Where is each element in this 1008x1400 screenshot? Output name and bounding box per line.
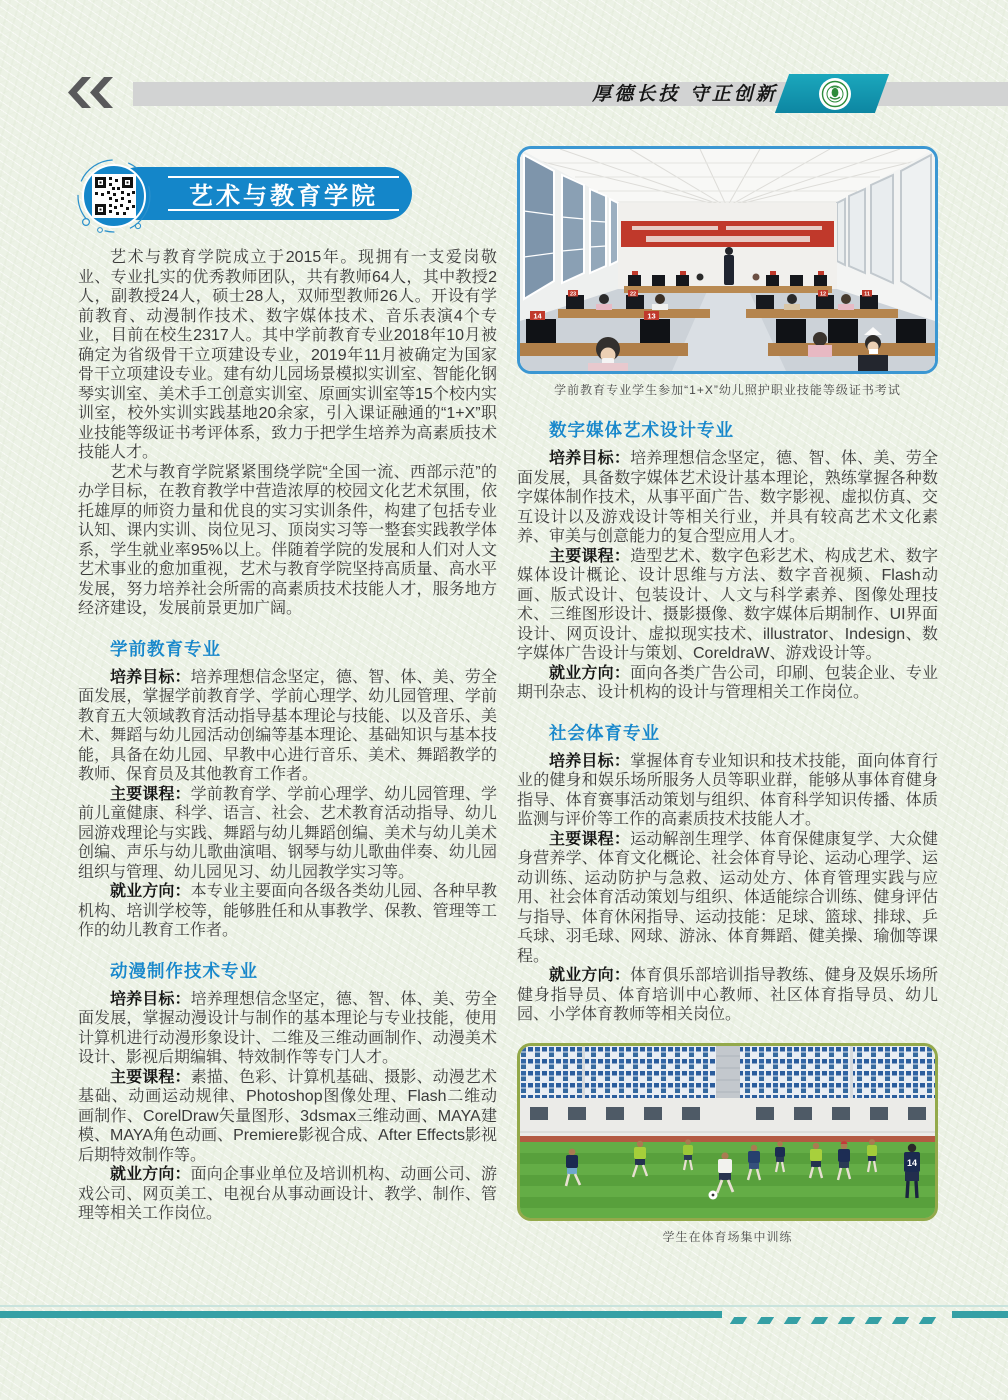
goal-paragraph: 培养目标：掌握体育专业知识和技术技能，面向体育行业的健身和娱乐场所服务人员等职业群，能够从事体育健身指导、体育赛事活动策划与组织、体育科学知识传播、体质监测与评价等工作的高素质技术技能人才。 [517,752,938,828]
svg-text:13: 13 [647,311,656,321]
career-paragraph: 就业方向：面向各类广告公司，印刷、包装企业、专业期刊杂志、设计机构的设计与管理相关工作岗位。 [517,664,938,701]
classroom-photo [517,146,938,374]
qr-code-badge [76,158,152,234]
svg-text:11: 11 [864,291,870,298]
major-title: 学前教育专业 [110,638,221,659]
school-motto: 厚德长技 守正创新 [592,83,778,105]
major-title: 数字媒体艺术设计专业 [549,420,734,440]
major-section-digital-media [517,417,938,703]
back-chevrons-icon [68,77,124,108]
major-section-animation [78,958,497,1224]
career-paragraph: 就业方向：面向企事业单位及培训机构、动画公司、游戏公司、网页美工、电视台从事动画设计、教学、制作、管理等相关工作岗位。 [78,1166,497,1222]
svg-text:14: 14 [533,311,542,321]
major-title: 社会体育专业 [549,722,660,743]
major-title: 动漫制作技术专业 [110,960,258,981]
bottom-rule [0,1311,722,1318]
major-section-preschool [78,636,497,941]
goal-paragraph: 培养目标：培养理想信念坚定，德、智、体、美、劳全面发展，具备数字媒体艺术设计基本理论，熟练掌握各种数字媒体制作技术，从事平面广告、数字影视、虚拟仿真、交互设计以及游戏设计等相关行业，并具有较高艺术文化素养、审美与创意能力的复合型应用人才。 [517,450,938,545]
courses-paragraph: 主要课程：学前教育学、学前心理学、幼儿园管理、学前儿童健康、科学、语言、社会、艺术教育活动指导、幼儿园游戏理论与实践、舞蹈与幼儿舞蹈创编、美术与幼儿美术创编、声乐与幼儿歌曲演唱、钢琴与幼儿歌曲伴奏、幼儿园组织与管理、幼儿园见习、幼儿园教学实习等。 [78,785,497,881]
courses-paragraph: 主要课程：运动解剖生理学、体育保健康复学、大众健身营养学、体育文化概论、社会体育导论、运动心理学、运动训练、运动防护与急救、运动处方、体育管理实践与应用、社会体育活动策划与组织、体适能综合训练、健身评估与指导、体育休闲指导、运动技能：足球、篮球、排球、乒乓球、羽毛球、网球、游泳、体育舞蹈、健美操、瑜伽等课程。 [517,830,938,965]
school-logo-icon [818,77,852,111]
photo-caption-bottom: 学生在体育场集中训练 [662,1229,793,1244]
goal-paragraph: 培养目标：培养理想信念坚定，德、智、体、美、劳全面发展，掌握动漫设计与制作的基本理论与专业技能，使用计算机进行动漫形象设计、二维及三维动画制作、动漫美术设计、影视后期编辑、特效制作等专门人才。 [78,990,497,1066]
photo-caption-top: 学前教育专业学生参加“1+X”幼儿照护职业技能等级证书考试 [554,383,901,397]
svg-text:23: 23 [569,291,577,298]
courses-paragraph: 主要课程：素描、色彩、计算机基础、摄影、动漫艺术基础、动画运动规律、Photoshop图像处理、Flash二维动画制作、CorelDraw矢量图形、3dsmax三维动画、MAYA建模、MAYA角色动画、Premiere影视合成、After Effects影视后期特效制作等。 [78,1068,497,1164]
intro-paragraph-1: 艺术与教育学院成立于2015年。现拥有一支爱岗敬业、专业扎实的优秀教师团队，共有教师64人，其中教授2人，副教授24人，硕士28人，双师型教师26人。开设有学前教育、动漫制作技术、数字媒体技术、音乐表演4个专业，目前在校生2317人。其中学前教育专业2018年10月被确定为省级骨干立项建设专业，2019年11月被确定为国家骨干立项建设专业。建有幼儿园场景模拟实训室、智能化钢琴实训室、美术手工创意实训室、原画实训室等15个校内实训室，校外实训实践基地20余家，引入课证融通的“1+X”职业技能等级证书考评体系，致力于把学生培养为高素质技术技能人才。 [78,249,497,461]
college-banner [112,167,412,220]
major-section-social-sports [517,720,938,1025]
svg-text:12: 12 [819,291,827,298]
svg-text:14: 14 [906,1157,918,1168]
svg-text:22: 22 [629,291,637,298]
goal-paragraph: 培养目标：培养理想信念坚定，德、智、体、美、劳全面发展，掌握学前教育学、学前心理学、幼儿园管理、学前教育五大领域教育活动指导基本理论与技能、以及音乐、美术、舞蹈与幼儿园活动创编等基本理论、基础知识与基本技能，具备在幼儿园、早教中心进行音乐、美术、舞蹈教学的教师、保育员及其他教育工作者。 [78,668,497,783]
bottom-rule-dashes [732,1311,952,1318]
left-column [78,248,497,1224]
courses-paragraph: 主要课程：造型艺术、数字色彩艺术、构成艺术、数字媒体设计概论、设计思维与方法、数字音视频、Flash动画、版式设计、包装设计、人文与科学素养、图像处理技术、三维图形设计、摄影摄像、数字媒体后期制作、UI界面设计、网页设计、虚拟现实技术、illustrator、Indesign、数字媒体广告设计与策划、CoreldraW、游戏设计等。 [517,547,938,662]
career-paragraph: 就业方向：本专业主要面向各级各类幼儿园、各种早教机构、培训学校等，能够胜任和从事教学、保教、管理等工作的幼儿教育工作者。 [78,883,497,939]
bottom-rule-light [0,1305,1008,1307]
college-title: 艺术与教育学院 [189,183,378,210]
bottom-rule-end [952,1311,1008,1318]
qr-code-icon [76,158,152,234]
soccer-photo [517,1043,938,1221]
intro-paragraph-2: 艺术与教育学院紧紧围绕学院“全国一流、西部示范”的办学目标，在教育教学中营造浓厚的校园文化艺术氛围，依托雄厚的师资力量和优良的实习实训条件，构建了包括专业认知、课内实训、岗位见习、顶岗实习等一整套实践教学体系，学生就业率95%以上。伴随着学院的发展和人们对人文艺术事业的愈加重视，艺术与教育学院坚持高质量、高水平发展，努力培养社会所需的高素质技术技能人才，服务地方经济建设，发展前景更加广阔。 [78,463,497,617]
right-column [517,146,938,1244]
career-paragraph: 就业方向：体育俱乐部培训指导教练、健身及娱乐场所健身指导员、体育培训中心教师、社区体育指导员、幼儿园、小学体育教师等相关岗位。 [517,967,938,1023]
banner-rules [168,176,399,211]
